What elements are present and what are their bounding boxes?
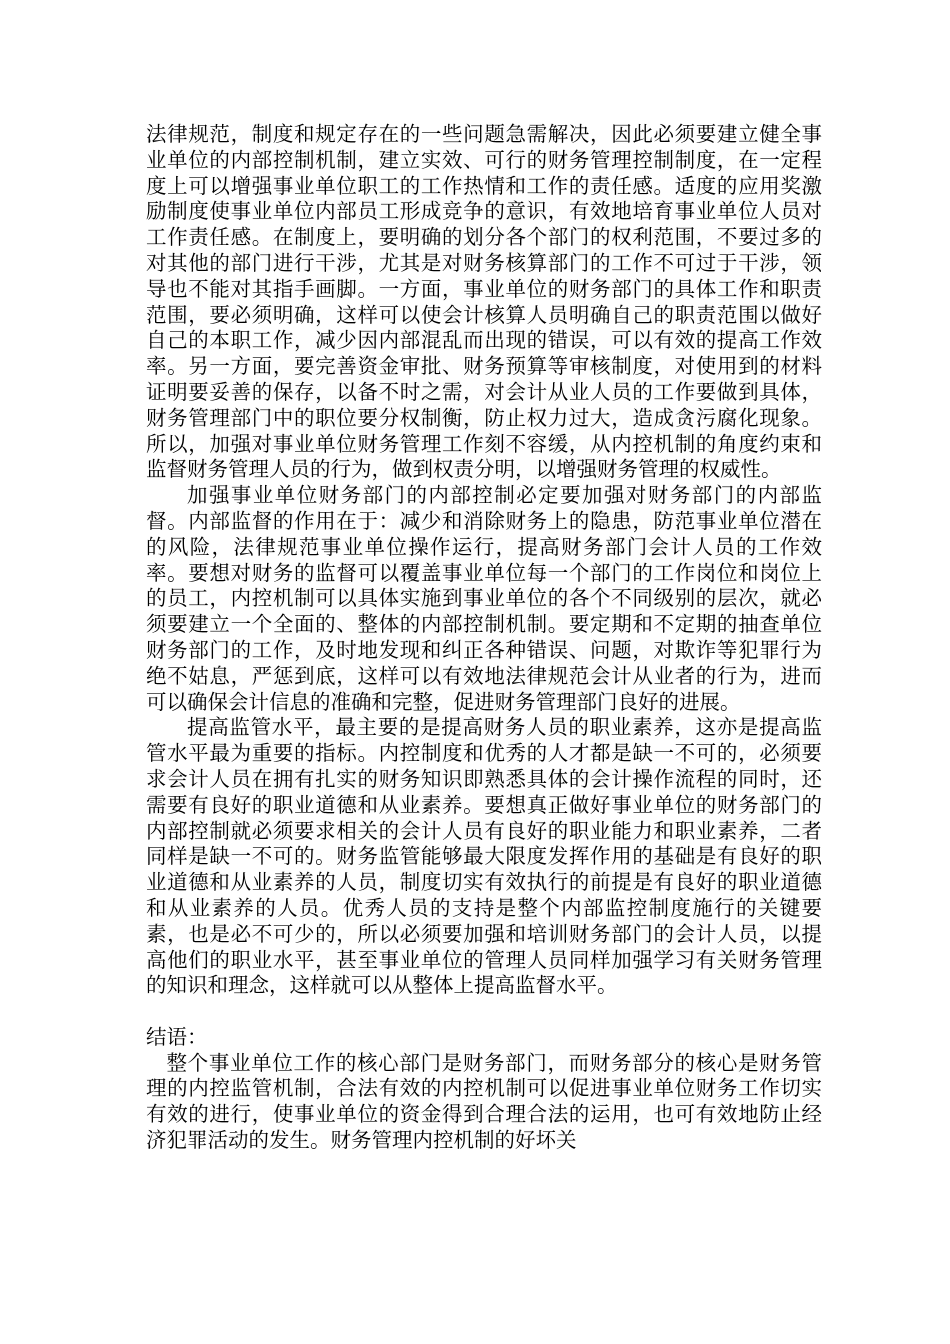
body-paragraph-2: 加强事业单位财务部门的内部控制必定要加强对财务部门的内部监督。内部监督的作用在于：减少和消除财务上的隐患，防范事业单位潜在的风险，法律规范事业单位操作运行，提高财务部门会计人员的工作效率。要想对财务的监督可以覆盖事业单位每一个部门的工作岗位和岗位上的员工，内控机制可以具体实施到事业单位的各个不同级别的层次，就必须要建立一个全面的、整体的内部控制机制。要定期和不定期的抽查单位财务部门的工作，及时地发现和纠正各种错误、问题，对欺诈等犯罪行为绝不姑息，严惩到底，这样可以有效地法律规范会计从业者的行为，进而可以确保会计信息的准确和完整，促进财务管理部门良好的进展。	[146, 483, 822, 714]
body-paragraph-3: 提高监管水平，最主要的是提高财务人员的职业素养，这亦是提高监管水平最为重要的指标。内控制度和优秀的人才都是缺一不可的，必须要求会计人员在拥有扎实的财务知识即熟悉具体的会计操作流程的同时，还需要有良好的职业道德和从业素养。要想真正做好事业单位的财务部门的内部控制就必须要求相关的会计人员有良好的职业能力和职业素养，二者同样是缺一不可的。财务监管能够最大限度发挥作用的基础是有良好的职业道德和从业素养的人员，制度切实有效执行的前提是有良好的职业道德和从业素养的人员。优秀人员的支持是整个内部监控制度施行的关键要素，也是必不可少的，所以必须要加强和培训财务部门的会计人员，以提高他们的职业水平，甚至事业单位的管理人员同样加强学习有关财务管理的知识和理念，这样就可以从整体上提高监督水平。	[146, 715, 822, 998]
conclusion-heading: 结语：	[146, 1024, 208, 1049]
document-page	[146, 122, 822, 1154]
body-paragraph-1: 法律规范，制度和规定存在的一些问题急需解决，因此必须要建立健全事业单位的内部控制机制，建立实效、可行的财务管理控制制度，在一定程度上可以增强事业单位职工的工作热情和工作的责任感。适度的应用奖激励制度使事业单位内部员工形成竞争的意识，有效地培育事业单位人员对工作责任感。在制度上，要明确的划分各个部门的权利范围，不要过多的对其他的部门进行干涉，尤其是对财务核算部门的工作不可过于干涉，领导也不能对其指手画脚。一方面，事业单位的财务部门的具体工作和职责范围，要必须明确，这样可以使会计核算人员明确自己的职责范围以做好自己的本职工作，减少因内部混乱而出现的错误，可以有效的提高工作效率。另一方面，要完善资金审批、财务预算等审核制度，对使用到的材料证明要妥善的保存，以备不时之需，对会计从业人员的工作要做到具体，财务管理部门中的职位要分权制衡，防止权力过大，造成贪污腐化现象。所以，加强对事业单位财务管理工作刻不容缓，从内控机制的角度约束和监督财务管理人员的行为，做到权责分明，以增强财务管理的权威性。	[146, 122, 822, 482]
conclusion-paragraph: 整个事业单位工作的核心部门是财务部门，而财务部分的核心是财务管理的内控监管机制，合法有效的内控机制可以促进事业单位财务工作切实有效的进行，使事业单位的资金得到合理合法的运用，也可有效地防止经济犯罪活动的发生。财务管理内控机制的好坏关	[146, 1050, 822, 1153]
